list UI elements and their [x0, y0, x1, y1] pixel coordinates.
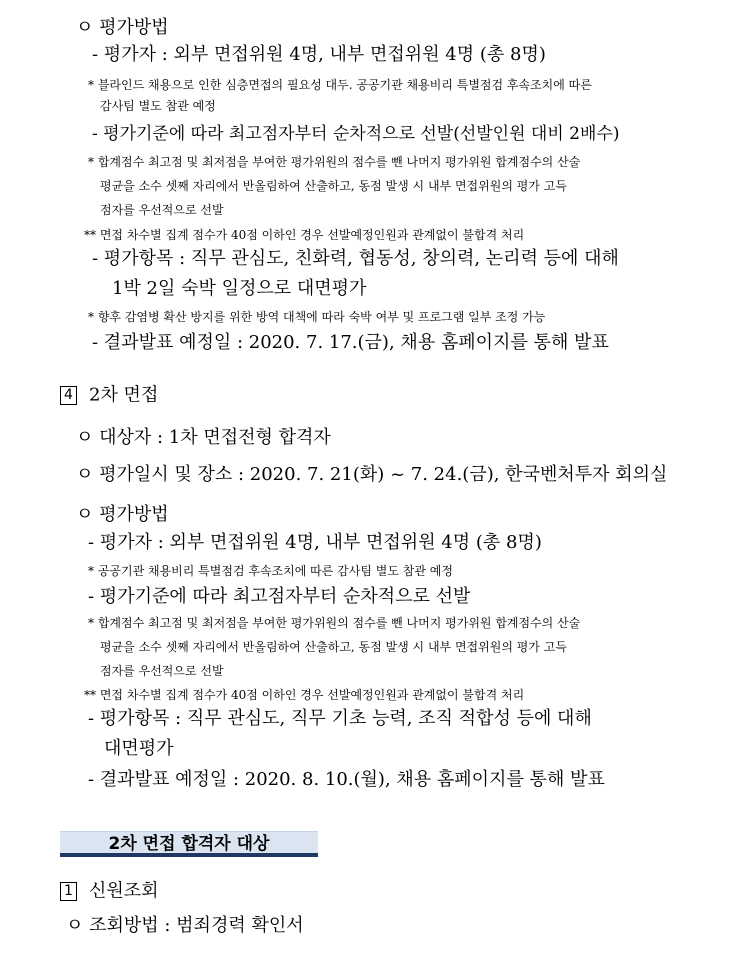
items-line-1: - 평가항목 : 직무 관심도, 친화력, 협동성, 창의력, 논리력 등에 대해 — [92, 248, 619, 269]
note-blind-1: * 블라인드 채용으로 인한 심층면접의 필요성 대두. 공공기관 채용비리 특별점검 후속조치에 따른 — [88, 78, 592, 92]
note-covid: * 향후 감염병 확산 방지를 위한 방역 대책에 따라 숙박 여부 및 프로그램 일부 조정 가능 — [88, 310, 546, 324]
note-score-1: * 합계점수 최고점 및 최저점을 부여한 평가위원의 점수를 뺀 나머지 평가위원 합계점수의 산술 — [88, 155, 581, 169]
section-4-heading — [60, 386, 158, 405]
method-line: ㅇ 조회방법 : 범죄경력 확인서 — [66, 915, 304, 936]
section-heading-bar: 2차 면접 합격자 대상 — [60, 831, 318, 857]
section-number-box: 1 — [60, 882, 77, 901]
section-title: 2차 면접 — [89, 384, 159, 406]
note-score-3: 점자를 우선적으로 선발 — [100, 203, 224, 217]
items-line-2: 대면평가 — [104, 738, 174, 759]
evaluators-line: - 평가자 : 외부 면접위원 4명, 내부 면접위원 4명 (총 8명) — [92, 44, 546, 65]
result-line: - 결과발표 예정일 : 2020. 7. 17.(금), 채용 홈페이지를 통해 발표 — [92, 332, 609, 353]
section-title: 신원조회 — [89, 880, 159, 902]
note-fail: ** 면접 차수별 집계 점수가 40점 이하인 경우 선발예정인원과 관계없이 불합격 처리 — [84, 228, 525, 242]
schedule-line: ㅇ 평가일시 및 장소 : 2020. 7. 21(화) ~ 7. 24.(금), 한국벤처투자 회의실 — [76, 464, 668, 485]
note-score-2: 평균을 소수 셋째 자리에서 반올림하여 산출하고, 동점 발생 시 내부 면접위원의 평가 고득 — [100, 179, 567, 193]
target-line: ㅇ 대상자 : 1차 면접전형 합격자 — [76, 427, 331, 448]
method-title: ㅇ 평가방법 — [76, 17, 169, 38]
criteria-line: - 평가기준에 따라 최고점자부터 순차적으로 선발 — [88, 586, 471, 607]
note-score-2: 평균을 소수 셋째 자리에서 반올림하여 산출하고, 동점 발생 시 내부 면접위원의 평가 고득 — [100, 640, 567, 654]
result-line: - 결과발표 예정일 : 2020. 8. 10.(월), 채용 홈페이지를 통해 발표 — [88, 769, 605, 790]
section-number-box: 4 — [60, 386, 77, 405]
note-audit: * 공공기관 채용비리 특별점검 후속조치에 따른 감사팀 별도 참관 예정 — [88, 564, 453, 578]
note-score-1: * 합계점수 최고점 및 최저점을 부여한 평가위원의 점수를 뺀 나머지 평가위원 합계점수의 산술 — [88, 616, 581, 630]
items-line-1: - 평가항목 : 직무 관심도, 직무 기초 능력, 조직 적합성 등에 대해 — [88, 708, 592, 729]
note-score-3: 점자를 우선적으로 선발 — [100, 664, 224, 678]
method-title: ㅇ 평가방법 — [76, 504, 169, 525]
criteria-line: - 평가기준에 따라 최고점자부터 순차적으로 선발(선발인원 대비 2배수) — [92, 124, 620, 144]
evaluators-line: - 평가자 : 외부 면접위원 4명, 내부 면접위원 4명 (총 8명) — [88, 532, 542, 553]
items-line-2: 1박 2일 숙박 일정으로 대면평가 — [112, 278, 367, 299]
note-fail: ** 면접 차수별 집계 점수가 40점 이하인 경우 선발예정인원과 관계없이 불합격 처리 — [84, 688, 525, 702]
note-blind-2: 감사팀 별도 참관 예정 — [100, 99, 216, 113]
section-1-heading — [60, 882, 159, 901]
